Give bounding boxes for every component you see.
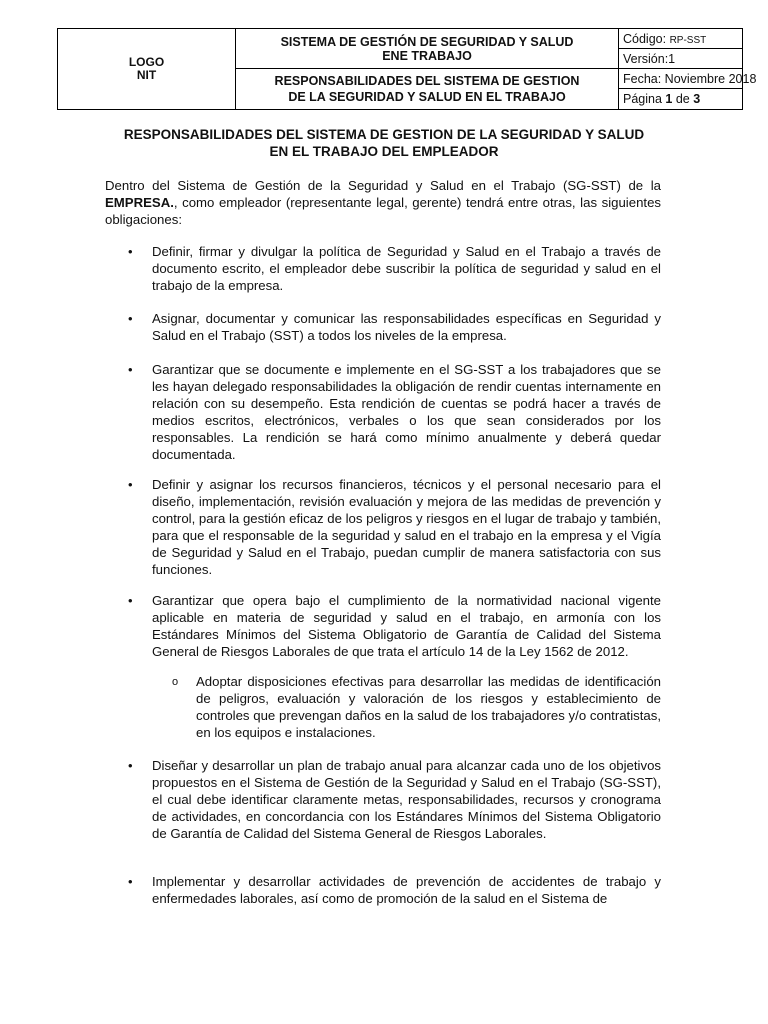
intro-text-before: Dentro del Sistema de Gestión de la Seguridad y Salud en el Trabajo (SG-SST) de la <box>105 178 661 193</box>
page-prefix: Página <box>623 92 666 106</box>
sub-bullet-1: o <box>172 676 179 688</box>
doc-title-line1: RESPONSABILIDADES DEL SISTEMA DE GESTION <box>274 74 580 88</box>
intro-paragraph <box>105 177 661 228</box>
bullet-1: • <box>128 244 133 259</box>
bullet-7: • <box>128 874 133 889</box>
bullet-6: • <box>128 758 133 773</box>
obligation-item-5: Garantizar que opera bajo el cumplimiento de la normatividad nacional vigente aplicable en materia de seguridad y salud en el trabajo, en armonía con los Estándares Mínimos del Sistema Obligatorio de Garantía de Calidad del Sistema General de Riesgos Laborales de que trata el artículo 14 de la Ley 1562 de 2012. <box>152 593 661 659</box>
bullet-3: • <box>128 362 133 377</box>
intro-text-after: , como empleador (representante legal, gerente) tendrá entre otras, las siguientes obligaciones: <box>105 195 661 227</box>
system-title-cell <box>236 29 619 69</box>
document-title <box>100 126 668 160</box>
doc-title-line2: DE LA SEGURIDAD Y SALUD EN EL TRABAJO <box>288 90 566 104</box>
code-label: Código: <box>623 32 670 46</box>
version-text: Versión:1 <box>623 52 676 66</box>
obligation-item-7: Implementar y desarrollar actividades de prevención de accidentes de trabajo y enfermedades laborales, así como de promoción de la salud en el Sistema de <box>152 874 661 906</box>
obligation-item-4: Definir y asignar los recursos financieros, técnicos y el personal necesario para el diseño, implementación, revisión evaluación y mejora de las medidas de prevención y control, para la gestión eficaz de los peligros y riesgos en el lugar de trabajo y también, para que el responsable de la seguridad y salud en el trabajo en la empresa y el Vigía de Seguridad y Salud en el Trabajo, puedan cumplir de manera satisfactoria con sus funciones. <box>152 477 661 577</box>
version-cell <box>619 49 742 69</box>
obligation-item-3: Garantizar que se documente e implemente en el SG-SST a los trabajadores que se les hayan delegado responsabilidades la obligación de rendir cuentas internamente en relación con su desempeño. Esta rendición de cuentas se podrá hacer a través de medios escritos, electrónicos, verbales o los que sean considerados por los responsables. La rendición se hará como mínimo anualmente y deberá quedar documentada. <box>152 362 661 462</box>
system-title-line2: ENE TRABAJO <box>382 48 472 63</box>
page-total: 3 <box>693 92 701 106</box>
date-text: Fecha: Noviembre 2018 <box>623 72 757 86</box>
code-value: RP-SST <box>669 35 707 46</box>
doc-title-cell <box>236 69 619 109</box>
logo-cell <box>58 29 236 109</box>
document-title-line2: EN EL TRABAJO DEL EMPLEADOR <box>269 144 499 159</box>
nit-label: NIT <box>136 68 157 82</box>
date-cell <box>619 69 757 89</box>
system-title-line1: SISTEMA DE GESTIÓN DE SEGURIDAD Y SALUD <box>280 34 574 49</box>
page-of: de <box>672 92 694 106</box>
obligation-item-6: Diseñar y desarrollar un plan de trabajo anual para alcanzar cada uno de los objetivos propuestos en el Sistema de Gestión de la Seguridad y Salud en el Trabajo (SG-SST), el cual debe identificar claramente metas, responsabilidades, recursos y cronograma de actividades, en concordancia con los Estándares Mínimos del Sistema Obligatorio de Garantía de Calidad del Sistema General de Riesgos Laborales. <box>152 758 661 841</box>
page-number-cell <box>619 89 742 109</box>
page-current: 1 <box>665 92 673 106</box>
document-title-line1: RESPONSABILIDADES DEL SISTEMA DE GESTION DE LA SEGURIDAD Y SALUD <box>123 127 645 142</box>
bullet-2: • <box>128 311 133 326</box>
code-cell <box>619 29 742 49</box>
obligation-item-1: Definir, firmar y divulgar la política de Seguridad y Salud en el Trabajo a través de documento escrito, el empleador debe suscribir la política de seguridad y salud en el trabajo de la empresa. <box>152 244 661 293</box>
bullet-4: • <box>128 477 133 492</box>
bullet-5: • <box>128 593 133 608</box>
intro-company: EMPRESA. <box>105 195 174 210</box>
obligation-subitem-1: Adoptar disposiciones efectivas para desarrollar las medidas de identificación de peligros, evaluación y valoración de los riesgos y establecimiento de controles que prevengan daños en la salud de los trabajadores y/o contratistas, en los equipos e instalaciones. <box>196 674 661 740</box>
header-table <box>57 28 757 110</box>
logo-label: LOGO <box>128 55 165 69</box>
obligation-item-2: Asignar, documentar y comunicar las responsabilidades específicas en Seguridad y Salud en el Trabajo (SST) a todos los niveles de la empresa. <box>152 311 661 343</box>
